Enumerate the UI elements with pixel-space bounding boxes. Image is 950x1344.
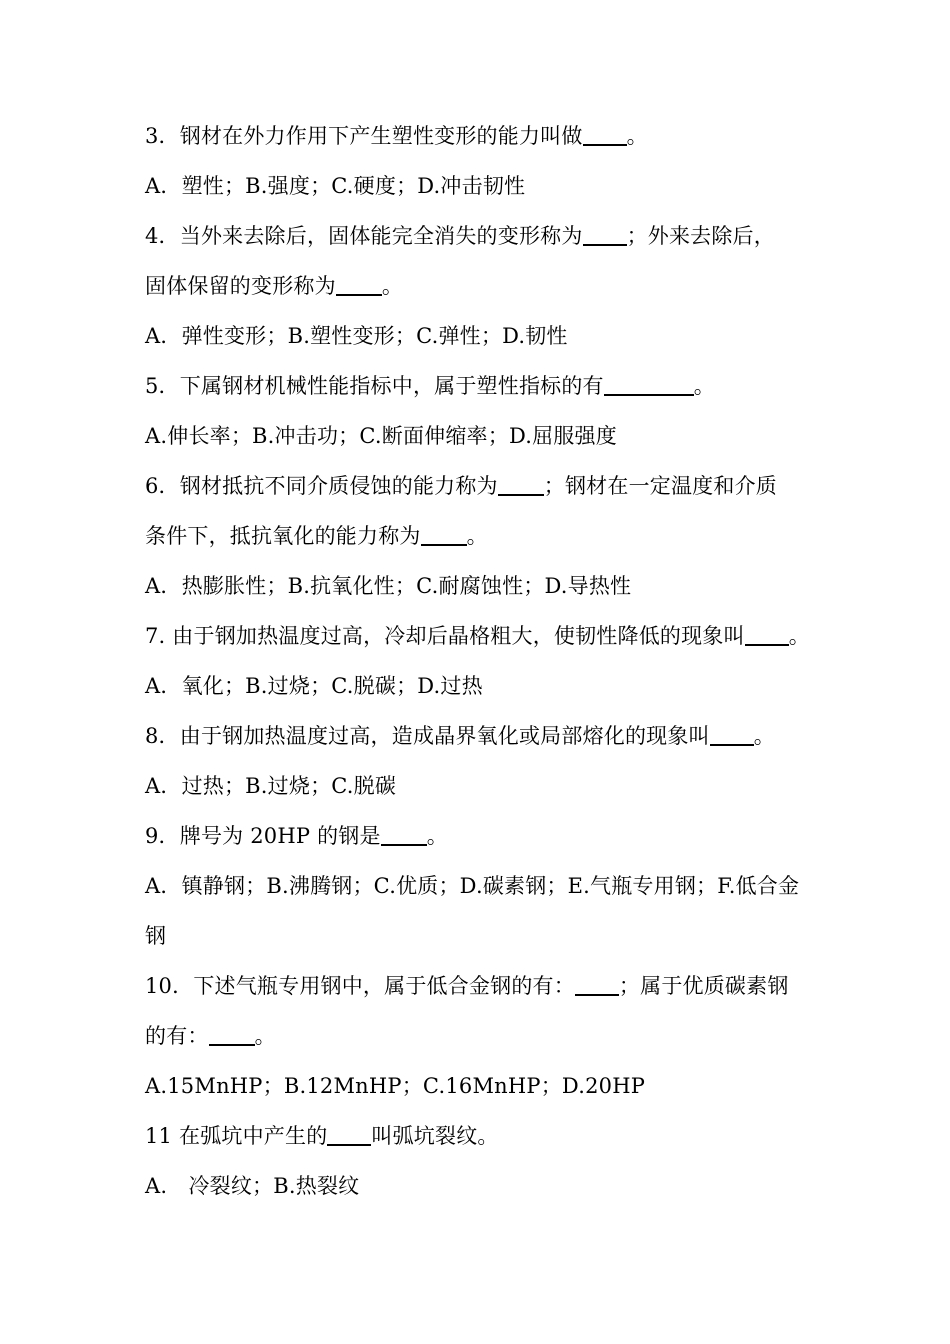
question-11-options: A. 冷裂纹；B.热裂纹: [145, 1174, 360, 1198]
question-4: 4．当外来去除后，固体能完全消失的变形称为 ；外来去除后，: [145, 224, 775, 248]
answer-blank: [583, 124, 627, 146]
question-3: 3．钢材在外力作用下产生塑性变形的能力叫做 。: [145, 124, 648, 148]
answer-blank: [421, 524, 467, 546]
question-10-options: A.15MnHP；B.12MnHP；C.16MnHP；D.20HP: [145, 1074, 646, 1098]
question-10: 10．下述气瓶专用钢中，属于低合金钢的有： ；属于优质碳素钢: [145, 974, 789, 998]
question-5: 5．下属钢材机械性能指标中，属于塑性指标的有 。: [145, 374, 715, 398]
answer-blank: [327, 1124, 371, 1146]
answer-blank: [498, 474, 544, 496]
question-9: 9．牌号为 20HP 的钢是 。: [145, 824, 448, 848]
question-7-options: A．氧化；B.过烧；C.脱碳；D.过热: [145, 674, 483, 698]
answer-blank: [583, 224, 627, 246]
question-4-options: A．弹性变形；B.塑性变形；C.弹性；D.韧性: [145, 324, 568, 348]
answer-blank: [209, 1024, 255, 1046]
answer-blank: [336, 274, 382, 296]
question-8: 8．由于钢加热温度过高，造成晶界氧化或局部熔化的现象叫 。: [145, 724, 775, 748]
question-6: 6．钢材抵抗不同介质侵蚀的能力称为 ；钢材在一定温度和介质: [145, 474, 777, 498]
answer-blank: [381, 824, 427, 846]
question-10-continued: 的有： 。: [145, 1024, 276, 1048]
question-7: 7. 由于钢加热温度过高，冷却后晶格粗大，使韧性降低的现象叫 。: [145, 624, 810, 648]
answer-blank: [710, 724, 754, 746]
question-9-options: A．镇静钢；B.沸腾钢；C.优质；D.碳素钢；E.气瓶专用钢；F.低合金: [145, 874, 800, 898]
question-8-options: A．过热；B.过烧；C.脱碳: [145, 774, 397, 798]
question-3-options: A．塑性；B.强度；C.硬度；D.冲击韧性: [145, 174, 526, 198]
answer-blank: [575, 974, 619, 996]
question-9-options-continued: 钢: [145, 924, 167, 948]
answer-blank: [604, 374, 694, 396]
question-6-options: A．热膨胀性；B.抗氧化性；C.耐腐蚀性；D.导热性: [145, 574, 632, 598]
question-5-options: A.伸长率；B.冲击功；C.断面伸缩率；D.屈服强度: [145, 424, 617, 448]
answer-blank: [745, 624, 789, 646]
question-6-continued: 条件下，抵抗氧化的能力称为 。: [145, 524, 488, 548]
question-4-continued: 固体保留的变形称为 。: [145, 274, 404, 298]
question-11: 11 在弧坑中产生的 叫弧坑裂纹。: [145, 1124, 499, 1148]
